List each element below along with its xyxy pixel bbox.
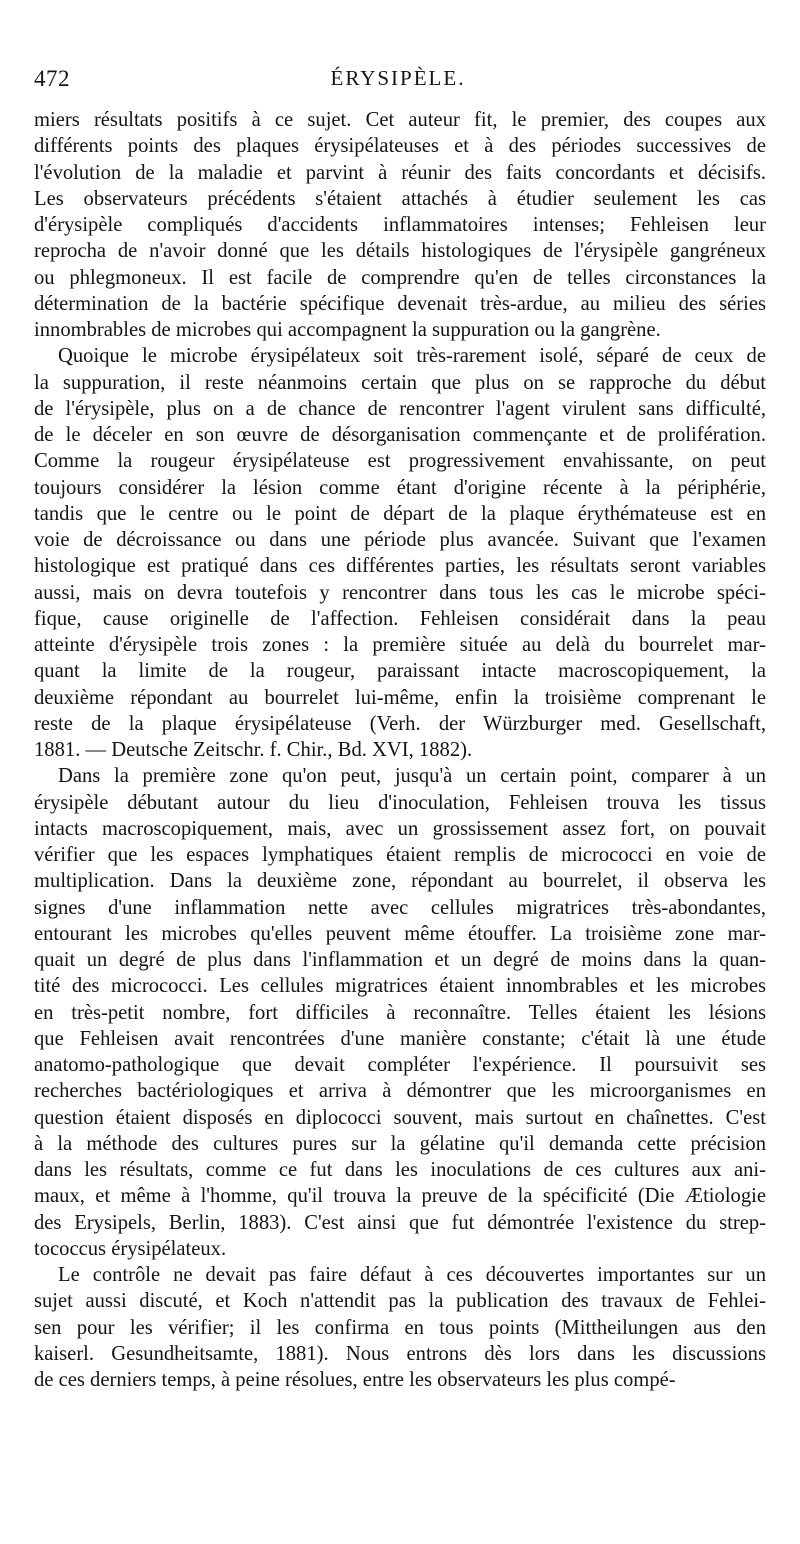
text-line: anatomo-pathologique que devait compléter l'expérience. Il poursuivit ses	[34, 1054, 766, 1076]
text-line: innombrables de microbes qui accompagnent la suppuration ou la gangrène.	[34, 319, 661, 341]
text-line: détermination de la bactérie spécifique devenait très-ardue, au milieu des séries	[34, 292, 766, 315]
text-line: deuxième répondant au bourrelet lui-même, enfin la troisième comprenant le	[34, 686, 766, 709]
paragraph	[34, 763, 766, 1262]
text-line: que Fehleisen avait rencontrées d'une manière constante; c'était là une étude	[34, 1027, 766, 1050]
text-line: kaiserl. Gesundheitsamte, 1881). Nous entrons dès lors dans les discussions	[34, 1342, 766, 1365]
text-line: recherches bactériologiques et arriva à démontrer que les microorganismes en	[34, 1080, 766, 1103]
text-line: entourant les microbes qu'elles peuvent même étouffer. La troisième zone mar-	[34, 922, 766, 945]
paragraph	[34, 1262, 766, 1393]
text-line: des Erysipels, Berlin, 1883). C'est ainsi que fut démontrée l'existence du strep-	[34, 1211, 766, 1234]
text-line: quant la limite de la rougeur, paraissant intacte macroscopiquement, la	[34, 660, 766, 683]
running-head	[34, 66, 762, 102]
paragraph	[34, 343, 766, 763]
text-line: aussi, mais on devra toutefois y rencontrer dans tous les cas le microbe spéci-	[34, 581, 766, 604]
text-line: la suppuration, il reste néanmoins certain que plus on se rapproche du début	[34, 371, 766, 394]
text-line: Quoique le microbe érysipélateux soit très-rarement isolé, séparé de ceux de	[58, 345, 766, 368]
text-line: de ces derniers temps, à peine résolues, entre les observateurs les plus compé-	[34, 1369, 676, 1391]
text-line: érysipèle débutant autour du lieu d'inoculation, Fehleisen trouva les tissus	[34, 791, 766, 814]
text-line: de le déceler en son œuvre de désorganisation commençante et de prolifération.	[34, 424, 766, 446]
body-text	[34, 107, 766, 1393]
text-line: miers résultats positifs à ce sujet. Cet auteur fit, le premier, des coupes aux	[34, 109, 766, 131]
text-line: différents points des plaques érysipélateuses et à des périodes successives de	[34, 135, 766, 158]
page-number: 472	[34, 66, 70, 91]
text-line: toujours considérer la lésion comme étant d'origine récente à la périphérie,	[34, 476, 766, 499]
text-line: Dans la première zone qu'on peut, jusqu'à un certain point, comparer à un	[58, 765, 766, 788]
text-line: l'évolution de la maladie et parvint à réunir des faits concordants et décisifs.	[34, 161, 766, 184]
text-line: signes d'une inflammation nette avec cellules migratrices très-abondantes,	[34, 896, 766, 919]
text-line: atteinte d'érysipèle trois zones : la première située au delà du bourrelet mar-	[34, 634, 766, 656]
text-line: tité des micrococci. Les cellules migratrices étaient innombrables et les microbes	[34, 975, 766, 998]
paragraph	[34, 107, 766, 343]
text-line: multiplication. Dans la deuxième zone, répondant au bourrelet, il observa les	[34, 870, 766, 893]
text-line: 1881. — Deutsche Zeitschr. f. Chir., Bd. XVI, 1882).	[34, 739, 473, 761]
text-line: question étaient disposés en diplococci souvent, mais surtout en chaînettes. C'est	[34, 1106, 766, 1129]
text-line: maux, et même à l'homme, qu'il trouva la preuve de la spécificité (Die Ætiologie	[34, 1185, 766, 1208]
text-line: vérifier que les espaces lymphatiques étaient remplis de micrococci en voie de	[34, 844, 766, 866]
text-line: intacts macroscopiquement, mais, avec un grossissement assez fort, on pouvait	[34, 817, 766, 840]
text-line: tococcus érysipélateux.	[34, 1237, 227, 1260]
text-line: sen pour les vérifier; il les confirma en tous points (Mittheilungen aus den	[34, 1316, 766, 1339]
text-line: d'érysipèle compliqués d'accidents inflammatoires intenses; Fehleisen leur	[34, 214, 766, 236]
text-line: Comme la rougeur érysipélateuse est progressivement envahissante, on peut	[34, 450, 766, 473]
text-line: tandis que le centre ou le point de départ de la plaque érythémateuse est en	[34, 502, 766, 525]
text-line: quait un degré de plus dans l'inflammation et un degré de moins dans la quan-	[34, 949, 766, 971]
text-line: ou phlegmoneux. Il est facile de comprendre qu'en de telles circonstances la	[34, 266, 766, 289]
text-line: Le contrôle ne devait pas faire défaut à ces découvertes importantes sur un	[58, 1264, 766, 1286]
text-line: de l'érysipèle, plus on a de chance de rencontrer l'agent virulent sans difficulté,	[34, 397, 766, 420]
text-line: histologique est pratiqué dans ces différentes parties, les résultats seront variables	[34, 555, 766, 578]
text-line: à la méthode des cultures pures sur la gélatine qu'il demanda cette précision	[34, 1132, 766, 1155]
text-line: reste de la plaque érysipélateuse (Verh. der Würzburger med. Gesellschaft,	[34, 712, 766, 735]
text-line: voie de décroissance ou dans une période plus avancée. Suivant que l'examen	[34, 529, 766, 551]
text-line: fique, cause originelle de l'affection. Fehleisen considérait dans la peau	[34, 607, 766, 630]
text-line: Les observateurs précédents s'étaient attachés à étudier seulement les cas	[34, 187, 766, 210]
text-line: dans les résultats, comme ce fut dans les inoculations de ces cultures aux ani-	[34, 1159, 766, 1181]
text-line: sujet aussi discuté, et Koch n'attendit pas la publication des travaux de Fehlei-	[34, 1290, 766, 1313]
text-line: en très-petit nombre, fort difficiles à reconnaître. Telles étaient les lésions	[34, 1001, 766, 1024]
running-title: ÉRYSIPÈLE.	[330, 66, 466, 90]
text-line: reprocha de n'avoir donné que les détails histologiques de l'érysipèle gangréneux	[34, 240, 766, 263]
